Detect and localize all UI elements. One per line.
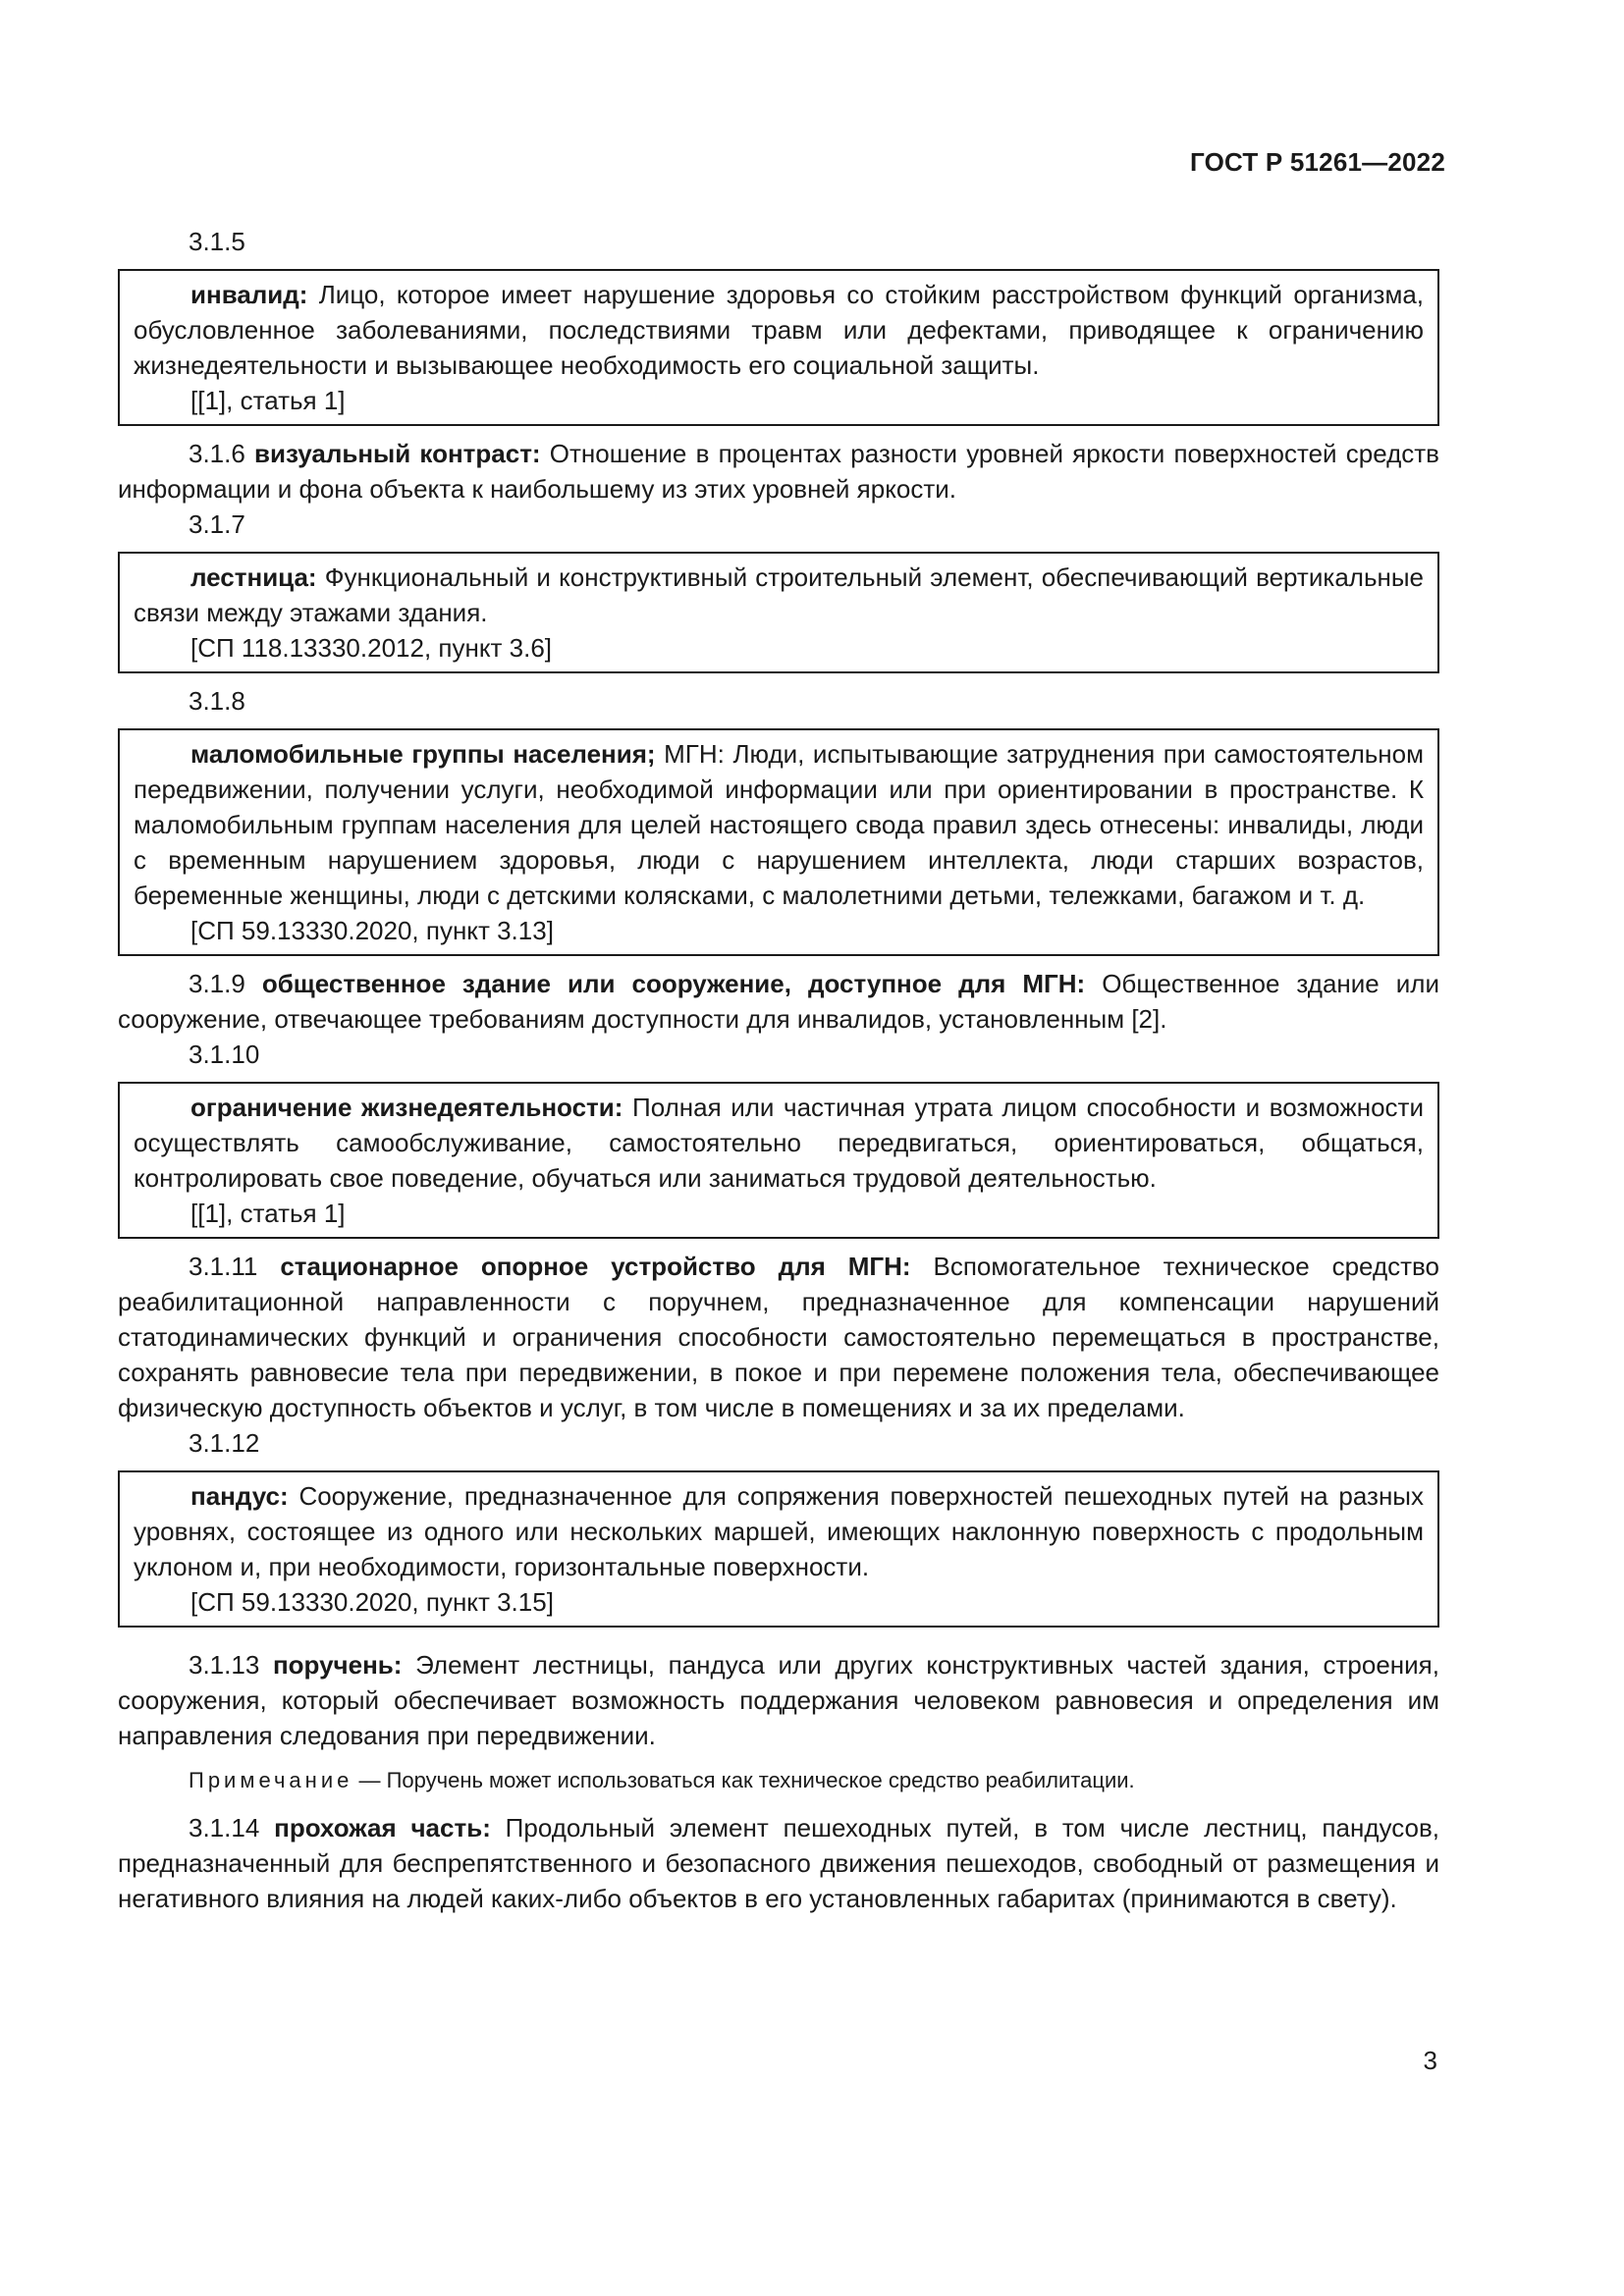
definition-paragraph xyxy=(134,277,1424,383)
definition-text: Сооружение, предназначенное для сопряжения поверхностей пешеходных путей на разных уровнях, состоящее из одного или нескольких маршей, имеющих наклонную поверхность с продольным уклоном и, при необходимости, горизонтальные поверхности. xyxy=(134,1481,1424,1581)
term-name: прохожая часть: xyxy=(274,1813,491,1842)
term-number: 3.1.10 xyxy=(189,1040,260,1069)
quoted-definition-box xyxy=(118,1470,1439,1628)
definition-text: МГН: Люди, испытывающие затруднения при самостоятельном передвижении, получении услуги, необходимой информации или при ориентировании в пространстве. К маломобильным группам населения для целей настоящего свода правил здесь отнесены: инвалиды, люди с временным нарушением здоровья, люди с нарушением интеллекта, люди старших возрастов, беременные женщины, люди с детскими колясками, с малолетними детьми, тележками, багажом и т. д. xyxy=(134,739,1424,910)
definition-text: Отношение в процентах разности уровней яркости поверхностей средств информации и фона объекта к наибольшему из этих уровней яркости. xyxy=(118,439,1439,504)
term-number: 3.1.5 xyxy=(189,227,245,256)
term-name: стационарное опорное устройство для МГН: xyxy=(280,1252,911,1281)
term-name: общественное здание или сооружение, доступное для МГН: xyxy=(261,969,1086,998)
note-text: — Поручень может использоваться как техническое средство реабилитации. xyxy=(358,1768,1135,1792)
definition-paragraph xyxy=(118,966,1439,1037)
term-number: 3.1.11 xyxy=(189,1252,258,1281)
term-number: 3.1.12 xyxy=(189,1428,260,1458)
definition-source: [СП 118.13330.2012, пункт 3.6] xyxy=(190,633,552,663)
note-label: Примечание xyxy=(189,1768,353,1792)
definition-paragraph xyxy=(118,1810,1439,1916)
term-name: визуальный контраст: xyxy=(254,439,541,468)
definition-text: Лицо, которое имеет нарушение здоровья со стойким расстройством функций организма, обусловленное заболеваниями, последствиями травм или дефектами, приводящее к ограничению жизнедеятельности и вызывающее необходимость его социальной защиты. xyxy=(134,280,1424,380)
definition-text: Продольный элемент пешеходных путей, в том числе лестниц, пандусов, предназначенный для беспрепятственного и безопасного движения пешеходов, свободный от размещения и негативного влияния на людей каких-либо объектов в его установленных габаритах (принимаются в свету). xyxy=(118,1813,1439,1913)
term-name: инвалид: xyxy=(190,280,308,309)
terms-content xyxy=(118,224,1439,1916)
definition-text: Полная или частичная утрата лицом способности и возможности осуществлять самообслуживание, самостоятельно передвигаться, ориентироваться, общаться, контролировать свое поведение, обучаться или заниматься трудовой деятельностью. xyxy=(134,1093,1424,1193)
quoted-definition-box xyxy=(118,728,1439,956)
term-name: пандус: xyxy=(190,1481,289,1511)
page-number: 3 xyxy=(1423,2046,1437,2075)
quoted-definition-box xyxy=(118,552,1439,673)
definition-text: Общественное здание или сооружение, отвечающее требованиям доступности для инвалидов, установленным [2]. xyxy=(118,969,1439,1034)
term-name: маломобильные группы населения; xyxy=(190,739,656,769)
term-name: лестница: xyxy=(190,562,317,592)
note-paragraph xyxy=(118,1765,1439,1796)
term-number: 3.1.13 xyxy=(189,1650,260,1680)
definition-source: [[1], статья 1] xyxy=(190,386,346,415)
term-number: 3.1.6 xyxy=(189,439,245,468)
definition-source: [СП 59.13330.2020, пункт 3.13] xyxy=(190,916,554,945)
standard-header: ГОСТ Р 51261—2022 xyxy=(1190,147,1445,177)
definition-paragraph xyxy=(134,736,1424,913)
term-name: поручень: xyxy=(272,1650,403,1680)
definition-paragraph xyxy=(134,560,1424,630)
definition-text: Вспомогательное техническое средство реабилитационной направленности с поручнем, предназначенное для компенсации нарушений статодинамических функций и ограничения способности самостоятельно перемещаться в пространстве, сохранять равновесие тела при передвижении, в покое и при перемене положения тела, обеспечивающее физическую доступность объектов и услуг, в том числе в помещениях и за их пределами. xyxy=(118,1252,1440,1422)
definition-text: Функциональный и конструктивный строительный элемент, обеспечивающий вертикальные связи между этажами здания. xyxy=(134,562,1424,627)
quoted-definition-box xyxy=(118,1082,1439,1239)
definition-paragraph xyxy=(118,436,1439,507)
definition-source: [[1], статья 1] xyxy=(190,1199,346,1228)
definition-paragraph xyxy=(118,1249,1439,1425)
definition-source: [СП 59.13330.2020, пункт 3.15] xyxy=(190,1587,554,1617)
term-number: 3.1.9 xyxy=(189,969,245,998)
term-name: ограничение жизнедеятельности: xyxy=(190,1093,623,1122)
quoted-definition-box xyxy=(118,269,1439,426)
definition-text: Элемент лестницы, пандуса или других конструктивных частей здания, строения, сооружения, который обеспечивает возможность поддержания человеком равновесия и определения им направления следования при передвижении. xyxy=(118,1650,1439,1750)
definition-paragraph xyxy=(134,1090,1424,1196)
term-number: 3.1.8 xyxy=(189,686,245,716)
definition-paragraph xyxy=(134,1478,1424,1584)
term-number: 3.1.14 xyxy=(189,1813,260,1842)
definition-paragraph xyxy=(118,1647,1439,1753)
term-number: 3.1.7 xyxy=(189,509,245,539)
